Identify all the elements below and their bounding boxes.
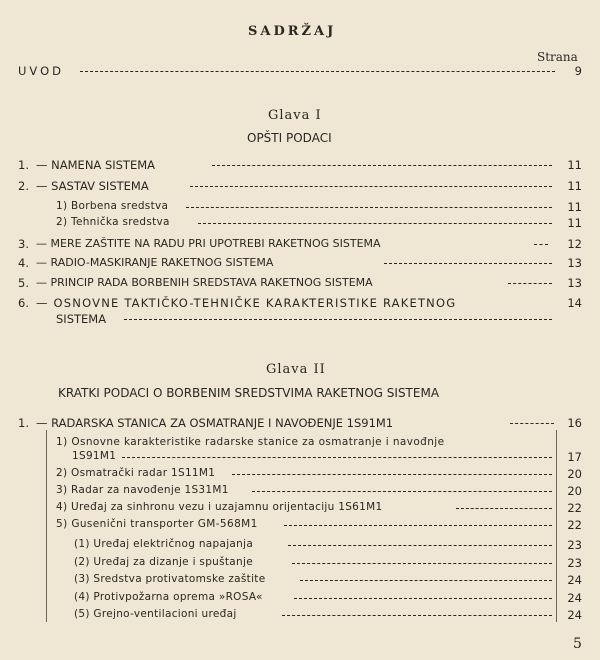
toc-row — [0, 467, 600, 485]
toc-label: (1) Uređaj električnog napajanja — [74, 538, 254, 550]
toc-row — [0, 608, 600, 626]
toc-page: 24 — [567, 591, 582, 605]
toc-row-continuation — [0, 312, 600, 330]
toc-number: 1. — [18, 416, 29, 430]
toc-row — [0, 158, 600, 176]
toc-page: 20 — [567, 484, 582, 498]
toc-row — [0, 416, 600, 434]
toc-page: 24 — [567, 573, 582, 587]
toc-page: 11 — [567, 200, 582, 214]
page-number: 5 — [573, 636, 582, 652]
toc-row — [0, 591, 600, 609]
leader-line — [80, 71, 555, 72]
chapter-title: KRATKI PODACI O BORBENIM SREDSTVIMA RAKETNOG SISTEMA — [58, 386, 440, 400]
toc-page: 9 — [574, 64, 582, 78]
toc-page: 13 — [567, 276, 582, 290]
leader-line — [510, 423, 554, 424]
leader-line — [198, 223, 552, 224]
toc-label-continuation: 1S91M1 — [72, 450, 117, 462]
leader-line — [232, 474, 552, 475]
toc-label: 5) Gusenični transporter GM-568M1 — [56, 518, 258, 530]
toc-row-continuation — [0, 450, 600, 468]
leader-line — [212, 165, 552, 166]
leader-line — [292, 563, 552, 564]
toc-label: — OSNOVNE TAKTIČKO-TEHNIČKE KARAKTERISTIKE RAKETNOG — [36, 296, 457, 310]
toc-page: 24 — [567, 608, 582, 622]
toc-row-intro — [0, 64, 600, 82]
leader-line — [456, 508, 552, 509]
toc-label: — SASTAV SISTEMA — [36, 179, 149, 193]
toc-label: — RADIO-MASKIRANJE RAKETNOG SISTEMA — [36, 256, 274, 269]
toc-label-continuation: SISTEMA — [56, 312, 107, 326]
toc-page: 11 — [567, 216, 582, 230]
toc-page: 17 — [567, 450, 582, 464]
chapter-title: OPŠTI PODACI — [247, 131, 332, 145]
toc-label: (2) Uređaj za dizanje i spuštanje — [74, 556, 253, 568]
leader-line — [288, 545, 552, 546]
toc-page: 16 — [567, 416, 582, 430]
toc-label: 4) Uređaj za sinhronu vezu i uzajamnu orijentaciju 1S61M1 — [56, 501, 383, 513]
toc-label: 2) Tehnička sredstva — [56, 216, 170, 228]
leader-line — [300, 580, 552, 581]
toc-row — [0, 179, 600, 197]
toc-page: 11 — [567, 179, 582, 193]
toc-heading: SADRŽAJ — [248, 24, 337, 39]
toc-label: — NAMENA SISTEMA — [36, 158, 156, 172]
page-column-label: Strana — [537, 50, 578, 64]
toc-label: (3) Sredstva protivatomske zaštite — [74, 573, 266, 585]
toc-page: 22 — [567, 518, 582, 532]
toc-label: 1) Borbena sredstva — [56, 200, 169, 212]
toc-number: 4. — [18, 256, 29, 270]
chapter-label: Glava I — [268, 108, 322, 123]
toc-row — [0, 501, 600, 519]
toc-row — [0, 573, 600, 591]
toc-label: 3) Radar za navođenje 1S31M1 — [56, 484, 229, 496]
toc-page: 11 — [567, 158, 582, 172]
toc-label: — MERE ZAŠTITE NA RADU PRI UPOTREBI RAKETNOG SISTEMA — [36, 237, 381, 250]
leader-line — [284, 525, 552, 526]
leader-line — [282, 615, 552, 616]
toc-number: 1. — [18, 158, 29, 172]
leader-line — [252, 491, 552, 492]
leader-line — [190, 186, 552, 187]
toc-page: 20 — [567, 467, 582, 481]
toc-label: — PRINCIP RADA BORBENIH SREDSTAVA RAKETNOG SISTEMA — [36, 276, 373, 289]
toc-row — [0, 484, 600, 502]
toc-page: 14 — [567, 296, 582, 310]
toc-row — [0, 276, 600, 294]
toc-label: (4) Protivpožarna oprema »ROSA« — [74, 591, 263, 603]
toc-number: 5. — [18, 276, 29, 290]
toc-row — [0, 518, 600, 536]
toc-page: 13 — [567, 256, 582, 270]
toc-label: — RADARSKA STANICA ZA OSMATRANJE I NAVOĐENJE 1S91M1 — [36, 416, 394, 430]
toc-page: 12 — [567, 237, 582, 251]
leader-line — [384, 263, 552, 264]
toc-row — [0, 216, 600, 234]
toc-label: 1) Osnovne karakteristike radarske stanice za osmatranje i navođnje — [56, 436, 445, 448]
toc-row — [0, 556, 600, 574]
toc-row — [0, 237, 600, 255]
toc-number: 2. — [18, 179, 29, 193]
leader-line — [534, 244, 548, 245]
toc-label: (5) Grejno-ventilacioni uređaj — [74, 608, 237, 620]
toc-label: UVOD — [18, 64, 64, 78]
toc-number: 6. — [18, 296, 29, 310]
toc-label: 2) Osmatrački radar 1S11M1 — [56, 467, 216, 479]
toc-page: 23 — [567, 556, 582, 570]
toc-page: 23 — [567, 538, 582, 552]
toc-row — [0, 256, 600, 274]
leader-line — [294, 598, 552, 599]
chapter-label: Glava II — [266, 362, 326, 377]
toc-page: 22 — [567, 501, 582, 515]
toc-row — [0, 538, 600, 556]
leader-line — [122, 457, 552, 458]
leader-line — [124, 319, 552, 320]
leader-line — [508, 283, 552, 284]
leader-line — [186, 207, 552, 208]
toc-number: 3. — [18, 237, 29, 251]
